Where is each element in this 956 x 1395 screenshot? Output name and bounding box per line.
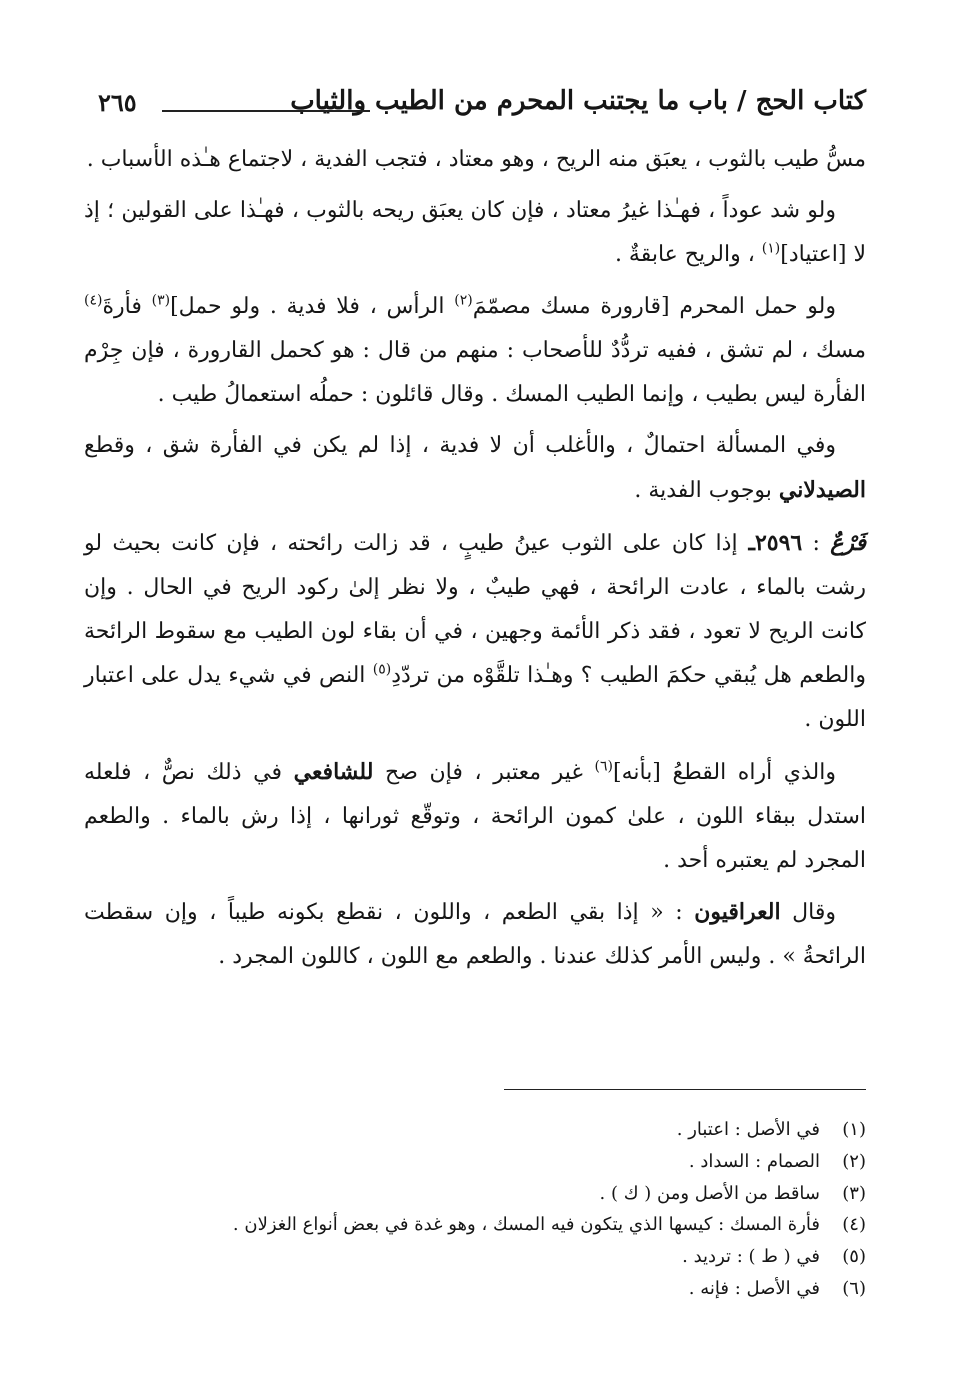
scholar-name: الصيدلاني <box>778 477 866 504</box>
footnote-ref-4: (٤) <box>84 292 103 309</box>
footnote-3 <box>100 1178 866 1210</box>
footnote-text: في الأصل : فإنه . <box>688 1277 820 1299</box>
paragraph-text: بوجوب الفدية . <box>634 478 779 504</box>
paragraph-text: وقال <box>780 900 836 926</box>
paragraph-text: : « إذا بقي الطعم ، واللون ، نقطع بكونه طيباً ، وإن سقطت الرائحةُ » . وليس الأمر كذلك عندنا . والطعم مع اللون ، كاللون المجرد . <box>84 900 866 970</box>
footnote-ref-3: (٣) <box>151 292 171 309</box>
footnote-ref-1: (١) <box>761 241 781 258</box>
paragraph-3 <box>84 285 866 418</box>
footnote-text: في الأصل : اعتبار . <box>676 1119 820 1140</box>
footnote-number: (٦) <box>842 1277 866 1299</box>
paragraph-text: فأرةَ <box>102 293 152 319</box>
footnote-6 <box>100 1273 866 1305</box>
footnote-text: في ( ط ) : ترديد . <box>682 1246 820 1268</box>
paragraph-text: إذا كان على الثوب عينُ طيبٍ ، قد زالت رائحته ، فإن كانت بحيث لو رشت بالماء ، عادت الرائحة ، فهي طيبٌ ، ولا نظر إلىٰ ركود الريح في الحال . وإن كانت الريح لا تعود ، فقد ذكر الأئمة وجهين ، في أن بقاء لون الطيب مع سقوط الرائحة والطعم هل يُبقي حكمَ الطيب ؟ وهـٰذا تلقَّوْه من تردّدِ <box>84 530 866 689</box>
paragraph-2 <box>84 189 866 277</box>
footnote-ref-5: (٥) <box>372 661 392 678</box>
separator: : <box>802 530 831 556</box>
footnote-text: فأرة المسك : كيسها الذي يتكون فيه المسك ، وهو غدة في بعض أنواع الغزلان . <box>232 1214 820 1236</box>
footnote-4 <box>100 1209 866 1241</box>
footnote-2 <box>100 1146 866 1178</box>
footnote-ref-2: (٢) <box>454 292 473 309</box>
footnote-1 <box>100 1114 866 1146</box>
footnote-separator <box>504 1089 866 1090</box>
paragraph-text: الرأس ، فلا فدية . ولو حمل] <box>170 293 455 319</box>
main-text <box>84 138 866 987</box>
footnote-number: (١) <box>842 1119 866 1140</box>
paragraph-4 <box>84 424 866 513</box>
footnotes <box>100 1114 866 1305</box>
header-rule <box>162 110 370 112</box>
paragraph-text: ولو حمل المحرم [قارورة مسك مصمّمَ <box>472 293 836 319</box>
footnote-ref-6: (٦) <box>594 758 613 775</box>
issue-number: ٢٥٩٦ <box>754 529 803 556</box>
scholar-name: العراقيون <box>694 899 781 926</box>
paragraph-7 <box>84 890 866 979</box>
paragraph-text: ، والريح عابقةٌ . <box>614 242 762 268</box>
scholar-name: للشافعي <box>293 758 374 785</box>
paragraph-text: وفي المسألة احتمالٌ ، والأغلب أن لا فدية ، إذا لم يكن في الفأرة شق ، وقطع <box>84 433 836 459</box>
footnote-text: ساقط من الأصل ومن ( ك ) . <box>599 1182 820 1204</box>
paragraph-text: ولو شد عوداً ، فهـٰذا غيرُ معتاد ، فإن كان يعبَق ريحه بالثوب ، فهـٰذا على القولين ؛ إذ لا [اعتياد] <box>84 198 866 268</box>
footnote-number: (٤) <box>842 1214 866 1236</box>
paragraph-1 <box>84 138 866 182</box>
footnote-text: الصمام : السداد . <box>688 1150 820 1172</box>
paragraph-text: والذي أراه القطعُ [بأنه] <box>612 759 837 785</box>
running-title: كتاب الحج / باب ما يجتنب المحرم من الطيب والثياب <box>290 86 866 116</box>
paragraph-5 <box>84 521 866 743</box>
issue-dash: ـ <box>737 529 755 556</box>
page-header <box>98 86 866 126</box>
paragraph-text: غير معتبر ، فإن صح <box>373 759 595 785</box>
paragraph-6 <box>84 750 866 884</box>
paragraph-text: في ذلك نصٌّ ، فلعله استدل ببقاء اللون ، علىٰ كمون الرائحة ، وتوقّع ثورانها ، إذا رش بالماء . والطعم المجرد لم يعتبره أحد . <box>84 759 866 874</box>
paragraph-text: مسك ، لم تشق ، ففيه تردُّدٌ للأصحاب : منهم من قال : هو كحمل القارورة ، فإن جِرْم الفأرة ليس بطيب ، وإنما الطيب المسك . وقال قائلون : حملُه استعمالُ طيب . <box>84 337 866 408</box>
footnote-number: (٢) <box>842 1150 866 1172</box>
footnote-5 <box>100 1241 866 1273</box>
footnote-number: (٥) <box>842 1246 866 1268</box>
paragraph-text: النص في شيء يدل على اعتبار اللون . <box>84 663 866 733</box>
footnote-number: (٣) <box>842 1182 866 1204</box>
page-number: ٢٦٥ <box>98 88 137 117</box>
paragraph-text: مسُّ طيب بالثوب ، يعبَق منه الريح ، وهو معتاد ، فتجب الفدية ، لاجتماع هـٰذه الأسباب . <box>86 147 866 172</box>
section-marker: فَرْعٌ <box>830 529 867 556</box>
